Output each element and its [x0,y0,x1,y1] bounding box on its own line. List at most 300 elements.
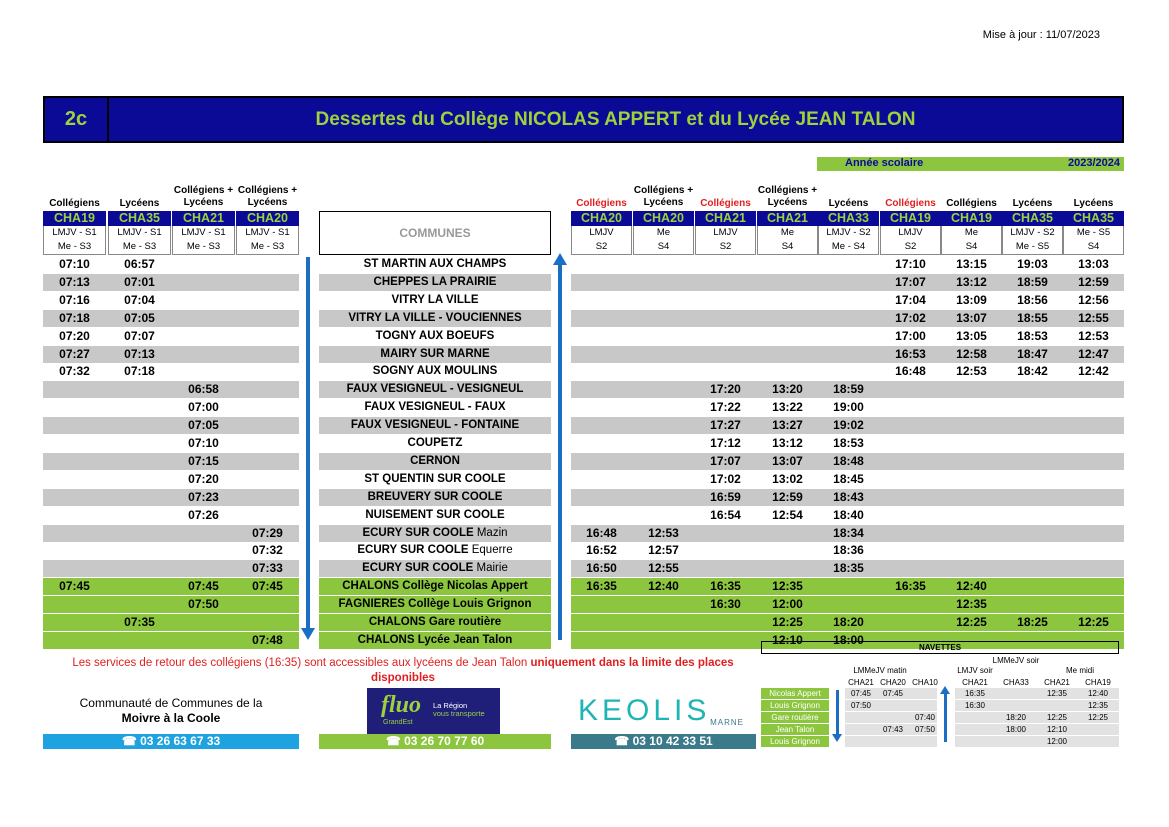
time-cell [172,525,235,542]
table-row [43,417,1124,434]
stop-name [319,274,551,291]
time-cell [172,560,235,577]
route-period: S2 [880,240,941,255]
stop-name-main: BREUVERY SUR COOLE [367,491,503,503]
time-cell [1063,453,1124,470]
navette-time: 07:50 [914,725,936,734]
stop-name-main: FAGNIERES Collège Louis Grignon [338,598,532,610]
time-cell: 19:00 [833,400,864,414]
route-period: S4 [757,240,818,255]
time-cell [108,560,171,577]
time-cell: 12:25 [956,615,987,629]
route-days: LMJV - S2 [818,226,879,241]
stop-name-main: SOGNY AUX MOULINS [372,365,498,377]
stop-name-main: ST MARTIN AUX CHAMPS [363,258,507,270]
time-cell: 07:45 [59,579,90,593]
time-cell [818,256,879,273]
table-row [43,453,1124,470]
time-cell: 12:58 [956,347,987,361]
time-cell: 12:10 [772,633,803,647]
time-cell [43,471,106,488]
stop-name [319,399,551,416]
time-cell [633,435,694,452]
time-cell [1002,435,1063,452]
stop-name [319,417,551,434]
stop-name [319,578,551,595]
communes-header: COMMUNES [319,211,551,255]
time-cell [1002,471,1063,488]
time-cell [633,417,694,434]
navette-band [955,736,1119,747]
route-code: CHA35 [1002,211,1063,226]
time-cell [695,292,756,309]
navette-time: 12:00 [1046,737,1068,746]
time-cell [236,328,299,345]
time-cell [941,417,1002,434]
time-cell: 07:48 [252,633,283,647]
time-cell [571,435,632,452]
route-code: CHA21 [695,211,756,226]
navette-arrow-down-icon [832,734,842,742]
table-row [43,346,1124,363]
time-cell: 13:07 [956,311,987,325]
time-cell: 16:35 [895,579,926,593]
time-cell [172,274,235,291]
route-days: LMJV [571,226,632,241]
route-period: Me - S4 [818,240,879,255]
time-cell: 07:10 [59,257,90,271]
notice-bold: uniquement dans la limite des places disponibles [371,657,734,684]
time-cell: 18:42 [1017,364,1048,378]
stop-name [319,525,551,542]
time-cell: 13:20 [772,382,803,396]
navette-stop: Gare routière [761,712,829,723]
time-cell: 12:55 [648,561,679,575]
route-days: LMJV - S1 [43,226,106,241]
route-period: S4 [633,240,694,255]
time-cell [43,489,106,506]
stop-name-main: CERNON [410,455,460,467]
stop-name-main: FAUX VESIGNEUL - FONTAINE [350,419,520,431]
time-cell [941,399,1002,416]
time-cell [236,614,299,631]
time-cell [757,346,818,363]
stop-name-main: ST QUENTIN SUR COOLE [364,473,506,485]
time-cell [108,525,171,542]
time-cell: 16:48 [586,526,617,540]
time-cell: 17:20 [710,382,741,396]
time-cell [236,596,299,613]
route-code: CHA21 [757,211,818,226]
stop-name [319,507,551,524]
time-cell [108,417,171,434]
time-cell [880,381,941,398]
time-cell [571,399,632,416]
table-row [43,489,1124,506]
time-cell [236,435,299,452]
route-days: Me - S5 [1063,226,1124,241]
time-cell: 12:40 [956,579,987,593]
time-cell [172,256,235,273]
time-cell [43,632,106,649]
time-cell [695,363,756,380]
navette-code: CHA21 [1044,678,1070,687]
route-period: Me - S3 [108,240,171,255]
time-cell: 07:33 [252,561,283,575]
stop-name [319,453,551,470]
time-cell [43,435,106,452]
time-cell [1063,435,1124,452]
time-cell [1002,417,1063,434]
time-cell [1002,507,1063,524]
navette-time: 16:30 [964,701,986,710]
time-cell [633,274,694,291]
route-days: LMJV - S1 [236,226,299,241]
time-cell [880,560,941,577]
time-cell: 07:50 [188,597,219,611]
route-days: Me [941,226,1002,241]
time-cell: 07:32 [252,543,283,557]
time-cell: 16:53 [895,347,926,361]
time-cell [108,596,171,613]
time-cell [571,596,632,613]
time-cell [172,614,235,631]
update-date: Mise à jour : 11/07/2023 [982,29,1100,41]
time-cell: 18:59 [833,382,864,396]
time-cell: 19:02 [833,418,864,432]
time-cell [236,453,299,470]
time-cell: 12:25 [772,615,803,629]
time-cell: 07:00 [188,400,219,414]
arrow-down-head-icon [301,628,315,640]
time-cell [108,507,171,524]
navette-time: 18:00 [1005,725,1027,734]
time-cell: 07:20 [59,329,90,343]
time-cell: 17:12 [710,436,741,450]
time-cell: 13:05 [956,329,987,343]
fluo-name: fluo [381,692,422,718]
time-cell [1002,399,1063,416]
community-line1: Communauté de Communes de la [79,696,263,710]
fluo-slogan-2: vous transporte [433,709,485,718]
time-cell [695,632,756,649]
time-cell [633,632,694,649]
time-cell: 12:53 [1078,329,1109,343]
time-cell [1063,381,1124,398]
time-cell [571,274,632,291]
time-cell: 18:25 [1017,615,1048,629]
stop-name-main: MAIRY SUR MARNE [380,348,490,360]
school-year-value: 2023/2024 [1068,157,1120,169]
time-cell [108,453,171,470]
time-cell [236,381,299,398]
stop-name [319,381,551,398]
time-cell [1063,489,1124,506]
stop-name [319,346,551,363]
time-cell [633,363,694,380]
column-type-label: Lycéens [1073,198,1114,209]
stop-name [319,435,551,452]
time-cell [172,292,235,309]
time-cell [757,525,818,542]
time-cell [633,453,694,470]
route-period: Me - S3 [172,240,235,255]
time-cell: 13:02 [772,472,803,486]
column-type-label: Collégiens + Lycéens [633,185,694,208]
time-cell [1002,381,1063,398]
table-row [43,507,1124,524]
navette-stop: Louis Grignon [761,736,829,747]
time-cell: 17:02 [895,311,926,325]
time-cell [172,632,235,649]
route-code: CHA20 [571,211,632,226]
time-cell: 18:55 [1017,311,1048,325]
navette-time: 12:25 [1046,713,1068,722]
time-cell [880,399,941,416]
time-cell [236,346,299,363]
time-cell [43,399,106,416]
time-cell: 17:27 [710,418,741,432]
time-cell [172,328,235,345]
stop-name [319,596,551,613]
column-type-label: Lycéens [1012,198,1053,209]
time-cell [108,578,171,595]
column-type-label: Collégiens [946,198,997,209]
page-title: Dessertes du Collège NICOLAS APPERT et du Lycée JEAN TALON [315,108,916,130]
time-cell: 12:25 [1078,615,1109,629]
time-cell [695,256,756,273]
time-cell [695,542,756,559]
time-cell: 07:05 [124,311,155,325]
stop-name [319,471,551,488]
table-row [43,310,1124,327]
navette-code: CHA21 [962,678,988,687]
time-cell [43,381,106,398]
time-cell [695,274,756,291]
time-cell [571,310,632,327]
time-cell [43,417,106,434]
time-cell [172,542,235,559]
time-cell: 17:04 [895,293,926,307]
stop-name-sub: Equerre [471,544,513,556]
time-cell: 13:27 [772,418,803,432]
time-cell: 07:13 [59,275,90,289]
time-cell [1063,578,1124,595]
navette-group-label: Me midi [1065,666,1094,675]
time-cell: 07:15 [188,454,219,468]
phone-keolis[interactable]: ☎ 03 10 42 33 51 [571,734,756,749]
time-cell: 18:35 [833,561,864,575]
time-cell: 07:27 [59,347,90,361]
time-cell [236,507,299,524]
time-cell: 13:09 [956,293,987,307]
community-line2: Moivre à la Coole [121,711,221,725]
time-cell: 13:03 [1078,257,1109,271]
stop-name [319,542,551,559]
time-cell: 07:29 [252,526,283,540]
navette-time: 12:25 [1087,713,1109,722]
time-cell: 17:07 [710,454,741,468]
time-cell: 12:57 [648,543,679,557]
time-cell [633,596,694,613]
time-cell [1063,417,1124,434]
time-cell: 07:20 [188,472,219,486]
table-row [43,256,1124,273]
time-cell: 19:03 [1017,257,1048,271]
time-cell [633,489,694,506]
time-cell [633,471,694,488]
time-cell [1063,399,1124,416]
time-cell: 12:59 [772,490,803,504]
time-cell [108,399,171,416]
school-year-label: Année scolaire [845,157,924,169]
time-cell [236,471,299,488]
stop-name-main: CHEPPES LA PRAIRIE [373,276,497,288]
stop-name [319,292,551,309]
route-code: CHA21 [172,211,235,226]
direction-arrow-down [306,257,310,633]
time-cell [1063,596,1124,613]
time-cell: 07:04 [124,293,155,307]
navette-time: 07:40 [914,713,936,722]
time-cell [818,346,879,363]
navette-time: 12:40 [1087,689,1109,698]
time-cell [757,542,818,559]
time-cell: 18:20 [833,615,864,629]
time-cell [172,310,235,327]
navette-arrow-down [836,690,839,736]
navette-arrow-up-icon [940,686,950,694]
time-cell [571,471,632,488]
time-cell [941,560,1002,577]
time-cell [818,363,879,380]
time-cell [1063,507,1124,524]
route-code: CHA35 [108,211,171,226]
time-cell: 18:45 [833,472,864,486]
time-cell [880,614,941,631]
stop-name-sub: Mairie [476,562,508,574]
time-cell [571,363,632,380]
time-cell [571,632,632,649]
time-cell: 16:35 [586,579,617,593]
table-row [43,328,1124,345]
time-cell: 07:32 [59,364,90,378]
time-cell [941,507,1002,524]
navette-time: 07:50 [850,701,872,710]
time-cell [571,417,632,434]
table-row [43,435,1124,452]
time-cell [108,542,171,559]
time-cell [695,560,756,577]
route-period: S4 [1063,240,1124,255]
navette-band [955,724,1119,735]
time-cell [108,381,171,398]
table-row [43,542,1124,559]
stop-name-main: CHALONS Collège Nicolas Appert [342,580,528,592]
time-cell [633,328,694,345]
time-cell [108,632,171,649]
time-cell [757,256,818,273]
time-cell [172,363,235,380]
stop-name-main: ECURY SUR COOLE [362,527,474,539]
time-cell: 12:59 [1078,275,1109,289]
route-period: Me - S3 [43,240,106,255]
table-row [43,381,1124,398]
time-cell: 16:50 [586,561,617,575]
time-cell [571,256,632,273]
time-cell [43,525,106,542]
route-period: Me - S5 [1002,240,1063,255]
time-cell [880,435,941,452]
time-cell [633,346,694,363]
route-days: LMJV - S2 [1002,226,1063,241]
time-cell: 07:13 [124,347,155,361]
stop-name-main: NUISEMENT SUR COOLE [365,509,505,521]
time-cell [108,435,171,452]
time-cell: 07:16 [59,293,90,307]
time-cell: 16:30 [710,597,741,611]
navette-time: 16:35 [964,689,986,698]
time-cell [571,381,632,398]
stop-name-main: VITRY LA VILLE [391,294,479,306]
time-cell [880,489,941,506]
route-code: CHA19 [880,211,941,226]
time-cell [43,596,106,613]
column-type-label: Collégiens [576,198,627,209]
time-cell: 16:54 [710,508,741,522]
time-cell [757,274,818,291]
time-cell [633,310,694,327]
navette-stop: Nicolas Appert [761,688,829,699]
time-cell [941,525,1002,542]
time-cell [818,596,879,613]
navette-time: 18:20 [1005,713,1027,722]
phone-fluo[interactable]: ☎ 03 26 70 77 60 [319,734,551,749]
time-cell [880,417,941,434]
time-cell: 18:00 [833,633,864,647]
time-cell [1002,596,1063,613]
time-cell: 07:26 [188,508,219,522]
navette-code: CHA20 [880,678,906,687]
time-cell [757,560,818,577]
time-cell: 18:47 [1017,347,1048,361]
time-cell [571,292,632,309]
time-cell [880,453,941,470]
time-cell [941,542,1002,559]
phone-community[interactable]: ☎ 03 26 63 67 33 [43,734,299,749]
arrow-up-head-icon [553,253,567,265]
time-cell [695,346,756,363]
route-days: LMJV [880,226,941,241]
time-cell: 16:35 [710,579,741,593]
time-cell [1063,542,1124,559]
time-cell [1002,489,1063,506]
time-cell [1002,453,1063,470]
time-cell: 17:22 [710,400,741,414]
table-row [43,596,1124,613]
time-cell: 18:36 [833,543,864,557]
stop-name-main: CHALONS Lycée Jean Talon [357,634,513,646]
time-cell [633,256,694,273]
time-cell [1063,525,1124,542]
time-cell [236,363,299,380]
direction-arrow-up [558,264,562,640]
route-code: CHA35 [1063,211,1124,226]
navette-code: CHA21 [848,678,874,687]
time-cell: 07:45 [252,579,283,593]
stop-name-main: ECURY SUR COOLE [362,562,474,574]
table-row [43,614,1124,631]
